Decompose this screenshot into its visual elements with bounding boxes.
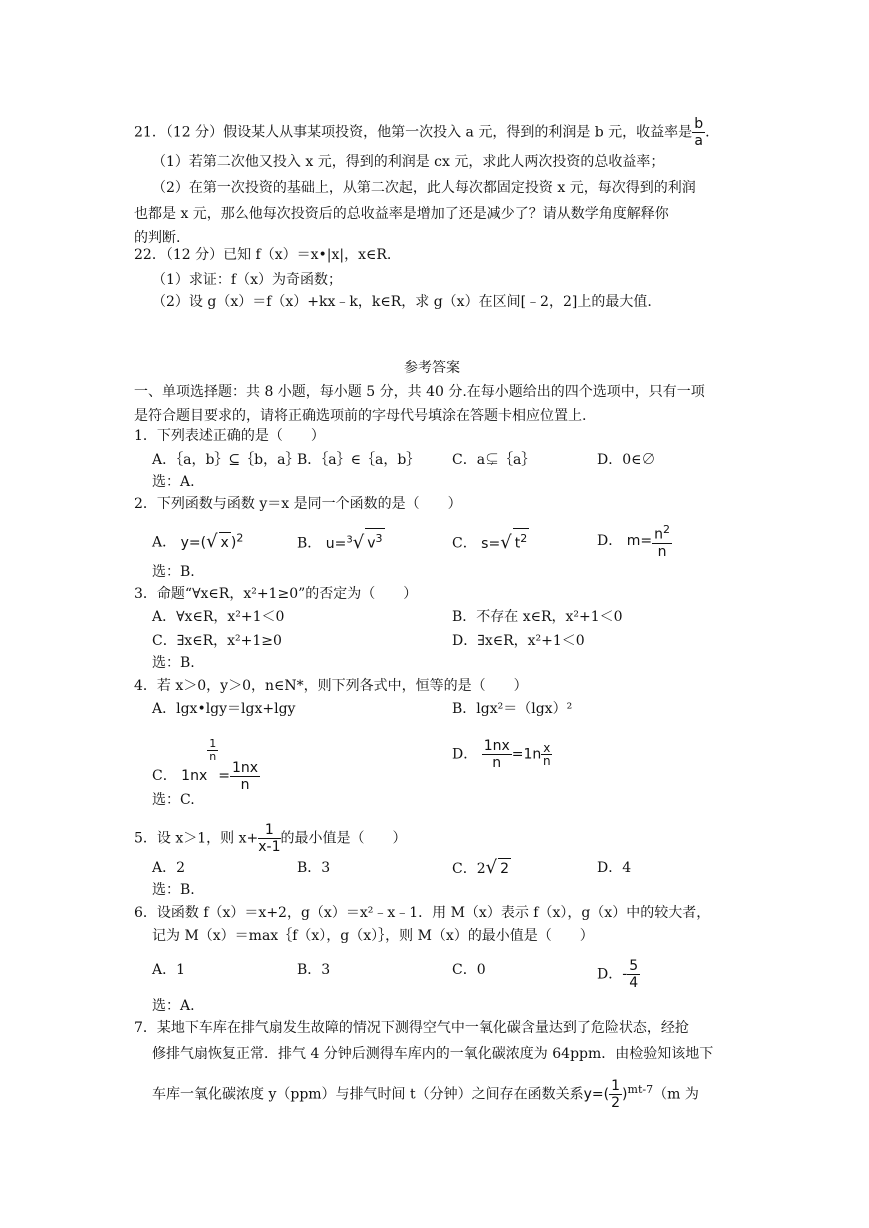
q5-option-b: B．3 <box>297 860 331 876</box>
q4-c-base: 1nx <box>181 768 208 784</box>
q2-answer: 选：B. <box>152 564 195 580</box>
q21-head: 21．（12 分）假设某人从事某项投资，他第一次投入 a 元，得到的利润是 b 元，收益率是 <box>134 124 693 141</box>
radical-icon: √ <box>352 531 365 553</box>
q4-d-eq: =1n <box>511 746 542 763</box>
q4-c-eq: = <box>218 768 230 784</box>
q4-c-den: n <box>240 776 250 793</box>
q7-line-2: 修排气扇恢复正常．排气 4 分钟后测得车库内的一氧化碳浓度为 64ppm．由检验知该地下 <box>152 1046 714 1062</box>
q2-b-exp: 3 <box>375 532 383 545</box>
q4-d-fden: n <box>543 754 551 768</box>
q2-c-var: t <box>514 535 521 552</box>
q22-part-2: （2）设 g（x）＝f（x）+kx﹣k，k∈R，求 g（x）在区间[﹣2，2]上的最大值. <box>152 294 652 310</box>
q4-d-num: 1nx <box>483 738 510 754</box>
q2-b-radicand <box>365 528 384 554</box>
q2-a-end: ) <box>230 534 237 551</box>
q5-stem-a: 5．设 x＞1，则 x+ <box>134 830 259 847</box>
q5-c-radicand: 2 <box>498 858 511 879</box>
q7-frac-num: 1 <box>611 1078 621 1094</box>
q6-option-b: B．3 <box>297 962 331 978</box>
q7-frac-den: 2 <box>611 1095 621 1111</box>
q2-option-a <box>152 528 243 553</box>
q7-line-3 <box>152 1078 699 1111</box>
q3-option-c: C．∃x∈R，x²+1≥0 <box>152 633 282 649</box>
q2-d-num-exp: 2 <box>662 523 670 536</box>
q2-a-pre: y=( <box>180 534 207 551</box>
q21-part-2b: 也都是 x 元，那么他每次投资后的总收益率是增加了还是减少了？请从数学角度解释你 <box>134 206 669 222</box>
q4-d-label: D． <box>452 746 478 763</box>
q2-stem: 2．下列函数与函数 y＝x 是同一个函数的是（ ） <box>134 496 462 512</box>
q6-d-sign: - <box>622 966 628 983</box>
q5-stem <box>134 822 407 855</box>
q1-option-b: B．｛a｝∈｛a，b｝ <box>297 452 421 468</box>
q21-frac-num: b <box>694 116 704 132</box>
q4-c-exp-num: 1 <box>209 737 217 750</box>
q7-formula-fraction <box>609 1078 622 1111</box>
q2-d-pre: m= <box>626 532 653 549</box>
q4-d-fnum: x <box>543 741 551 755</box>
q5-answer: 选：B. <box>152 882 195 898</box>
q5-c-label: C．2 <box>452 861 486 877</box>
q3-option-d: D．∃x∈R，x²+1＜0 <box>452 633 585 649</box>
q3-option-b: B．不存在 x∈R，x²+1＜0 <box>452 609 623 625</box>
q4-option-d <box>452 738 552 771</box>
q2-d-den: n <box>657 543 667 560</box>
q1-option-a: A．｛a，b｝⊆｛b，a｝ <box>152 452 300 468</box>
q22-part-1: （1）求证：f（x）为奇函数； <box>152 272 342 288</box>
q5-option-a: A．2 <box>152 860 186 876</box>
q4-option-a: A．lgx•lgy＝lgx+lgy <box>152 701 296 717</box>
q7-line-1: 7．某地下车库在排气扇发生故障的情况下测得空气中一氧化碳含量达到了危险状态，经抢 <box>134 1020 689 1036</box>
q4-option-b: B．lgx²＝（lgx）² <box>452 701 573 717</box>
q2-b-index: 3 <box>346 534 353 545</box>
q3-stem: 3．命题“∀x∈R，x²+1≥0”的否定为（ ） <box>134 586 418 602</box>
q1-answer: 选：A. <box>152 474 195 490</box>
q2-b-var: v <box>367 535 376 552</box>
q2-a-expr <box>180 530 244 552</box>
q2-b-label: B． <box>297 535 322 552</box>
q4-d-fraction <box>482 738 512 771</box>
q4-c-exp-den: n <box>209 750 217 763</box>
q6-d-den: 4 <box>629 975 639 991</box>
q2-c-expr <box>481 531 529 553</box>
q4-c-label: C． <box>152 768 177 784</box>
q2-c-pre: s= <box>481 535 501 552</box>
q7-line-3-text: 车库一氧化碳浓度 y（ppm）与排气时间 t（分钟）之间存在函数关系 <box>152 1086 584 1103</box>
q7-formula-exp: mt-7 <box>627 1082 654 1096</box>
q6-line-2: 记为 M（x）＝max｛f（x），g（x）｝，则 M（x）的最小值是（ ） <box>152 928 594 944</box>
q2-d-num: n <box>654 526 663 543</box>
q1-option-c: C．a⊊｛a｝ <box>452 452 536 468</box>
radical-icon: √ <box>500 531 512 553</box>
q6-option-a: A．1 <box>152 962 186 978</box>
q4-option-c <box>152 738 260 793</box>
section-intro-a: 一、单项选择题：共 8 小题，每小题 5 分，共 40 分.在每小题给出的四个选项中，只有一项 <box>134 384 705 400</box>
q1-stem: 1．下列表述正确的是（ ） <box>134 428 325 444</box>
q2-a-exp: 2 <box>236 531 244 544</box>
q4-d-subfraction <box>541 742 552 767</box>
q21-frac-den: a <box>694 133 703 149</box>
q6-option-c: C．0 <box>452 962 486 978</box>
radical-icon: √ <box>206 530 218 552</box>
radical-icon: √ <box>485 857 498 878</box>
q6-d-fraction <box>627 958 640 991</box>
q7-formula-post: ) <box>622 1086 628 1103</box>
q4-d-den: n <box>492 755 502 771</box>
q2-a-label: A． <box>152 534 177 551</box>
q5-stem-b: 的最小值是（ ） <box>280 830 407 847</box>
q21-fraction <box>692 116 705 149</box>
q6-line-1: 6．设函数 f（x）＝x+2，g（x）＝x²﹣x﹣1．用 M（x）表示 f（x），g（x）中的较大者， <box>134 905 711 921</box>
q2-d-fraction <box>652 522 672 560</box>
q3-option-a: A．∀x∈R，x²+1＜0 <box>152 609 285 625</box>
q2-option-d <box>597 522 672 560</box>
q2-option-b <box>297 528 385 554</box>
q4-c-num: 1nx <box>231 759 259 776</box>
q7-line-3-tail: （m 为 <box>653 1086 699 1103</box>
q21-part-2c: 的判断. <box>134 230 181 246</box>
q4-c-fraction <box>230 760 260 793</box>
q2-option-c <box>452 528 529 554</box>
q6-d-num: 5 <box>629 958 639 974</box>
q5-frac-num: 1 <box>258 822 280 839</box>
q2-b-expr <box>325 531 385 553</box>
q21-part-1: （1）若第二次他又投入 x 元，得到的利润是 cx 元，求此人两次投资的总收益率； <box>152 154 665 170</box>
q3-answer: 选：B. <box>152 655 195 671</box>
q2-c-exp: 2 <box>520 532 528 545</box>
q22-head: 22．（12 分）已知 f（x）＝x•|x|，x∈R. <box>134 247 392 263</box>
q6-d-label: D． <box>597 966 623 983</box>
q4-stem: 4．若 x＞0，y＞0，n∈N*，则下列各式中，恒等的是（ ） <box>134 678 528 694</box>
q5-frac-den: x-1 <box>258 839 281 855</box>
q4-answer: 选：C. <box>152 792 195 808</box>
q4-c-exponent <box>207 738 218 763</box>
q6-option-d <box>597 958 640 991</box>
q6-answer: 选：A. <box>152 998 195 1014</box>
q21-part-2a: （2）在第一次投资的基础上，从第二次起，此人每次都固定投资 x 元，每次得到的利润 <box>152 180 696 196</box>
q5-option-c <box>452 858 511 879</box>
q1-option-d: D．0∈∅ <box>597 452 656 468</box>
section-intro-b: 是符合题目要求的，请将正确选项前的字母代号填涂在答题卡相应位置上. <box>134 408 587 424</box>
q5-fraction <box>258 822 280 855</box>
q2-b-pre: u= <box>325 535 347 552</box>
q5-option-d: D．4 <box>597 860 632 876</box>
answers-title: 参考答案 <box>404 360 460 376</box>
q21-tail: . <box>705 124 710 141</box>
q7-formula-pre: y=( <box>583 1086 610 1103</box>
q21-line-1 <box>134 116 710 149</box>
q2-c-radicand <box>513 528 530 554</box>
q2-c-label: C． <box>452 535 477 552</box>
q2-d-label: D． <box>597 532 623 549</box>
q2-a-var: x <box>219 532 231 553</box>
